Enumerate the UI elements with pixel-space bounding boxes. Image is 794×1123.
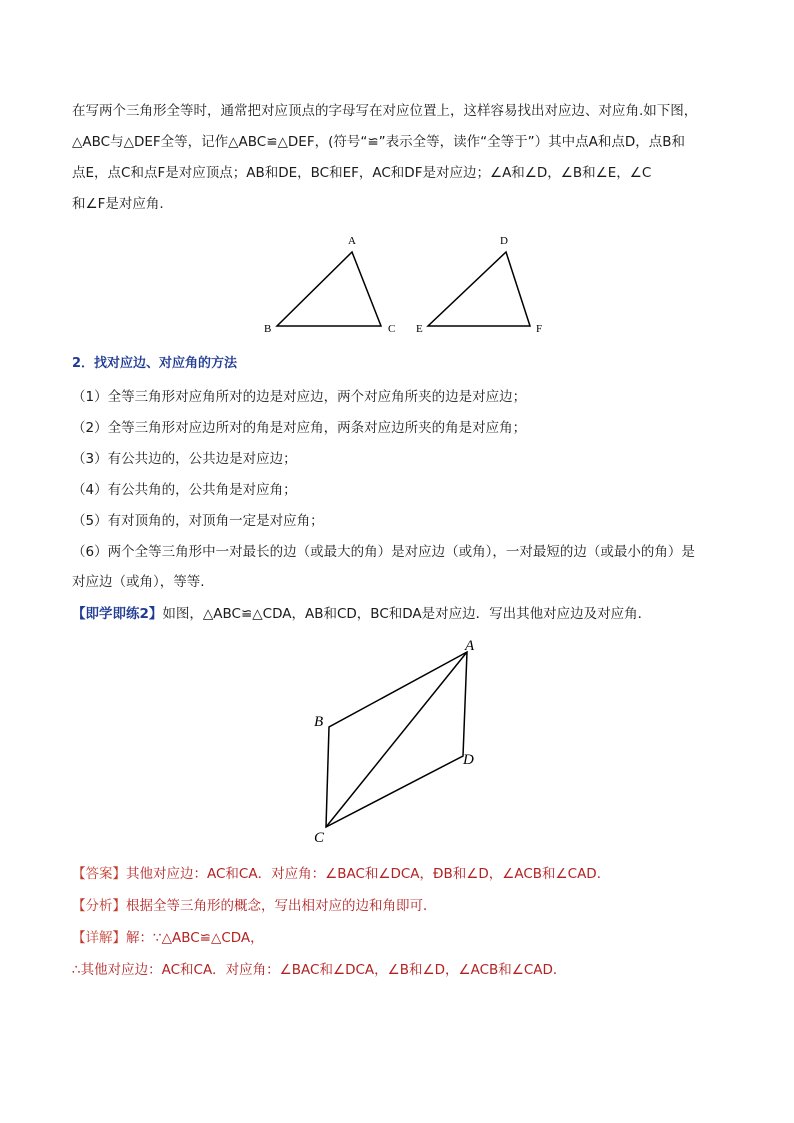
intro-line-3: 点E，点C和点F是对应顶点；AB和DE，BC和EF，AC和DF是对应边；∠A和∠D，∠B和∠E，∠C (72, 165, 652, 181)
section-heading: 2．找对应边、对应角的方法 (72, 356, 238, 371)
label-a-2: A (465, 638, 475, 654)
label-d: D (500, 235, 508, 247)
analysis-tag: 【分析】 (72, 898, 126, 914)
label-a: A (348, 235, 356, 247)
triangle-abc (277, 252, 381, 326)
label-b-2: B (314, 714, 324, 730)
answer-line (72, 862, 610, 882)
method-item-4: （4）有公共角的，公共角是对应角； (72, 482, 297, 498)
intro-line-1: 在写两个三角形全等时，通常把对应顶点的字母写在对应位置上，这样容易找出对应边、对应角.如下图， (72, 103, 698, 119)
label-c: C (388, 323, 396, 335)
method-item-6: （6）两个全等三角形中一对最长的边（或最大的角）是对应边（或角），一对最短的边（或最小的角）是 (72, 544, 695, 560)
intro-line-2: △ABC与△DEF全等，记作△ABC≌△DEF，(符号“≌”表示全等，读作“全等于”）其中点A和点D，点B和 (72, 134, 686, 150)
intro-paragraph (72, 96, 732, 220)
method-item-1: （1）全等三角形对应角所对的边是对应边，两个对应角所夹的边是对应边； (72, 389, 527, 405)
parallelogram-figure (300, 630, 500, 850)
label-c-2: C (314, 830, 325, 846)
diagonal-ac (326, 652, 467, 827)
analysis-text: 根据全等三角形的概念，写出相对应的边和角即可． (126, 898, 437, 914)
label-b: B (264, 323, 272, 335)
intro-line-4: 和∠F是对应角. (72, 196, 164, 212)
label-d-2: D (463, 752, 474, 768)
exercise-tag: 【即学即练2】 (72, 606, 163, 622)
detail-conclusion: ∴其他对应边：AC和CA．对应角：∠BAC和∠DCA，∠B和∠D，∠ACB和∠CAD． (72, 962, 567, 978)
triangle-def (428, 252, 530, 326)
label-f: F (536, 323, 543, 335)
exercise-text: 如图，△ABC≌△CDA，AB和CD，BC和DA是对应边．写出其他对应边及对应角． (162, 606, 652, 622)
analysis-line (72, 894, 437, 914)
detail-tag: 【详解】 (72, 930, 126, 946)
answer-tag: 【答案】 (72, 866, 126, 882)
answer-text: 其他对应边：AC和CA．对应角：∠BAC和∠DCA，ÐB和∠D，∠ACB和∠CAD． (126, 866, 611, 882)
detail-line (72, 926, 264, 946)
method-item-5: （5）有对顶角的，对顶角一定是对应角； (72, 513, 324, 529)
label-e: E (416, 323, 423, 335)
triangles-figure (250, 228, 560, 338)
detail-text: 解：∵△ABC≌△CDA， (126, 930, 264, 946)
method-item-2: （2）全等三角形对应边所对的角是对应角，两条对应边所夹的角是对应角； (72, 420, 527, 436)
exercise-line (72, 602, 651, 622)
method-item-6-cont: 对应边（或角），等等. (72, 574, 205, 590)
method-item-3: （3）有公共边的，公共边是对应边； (72, 451, 297, 467)
